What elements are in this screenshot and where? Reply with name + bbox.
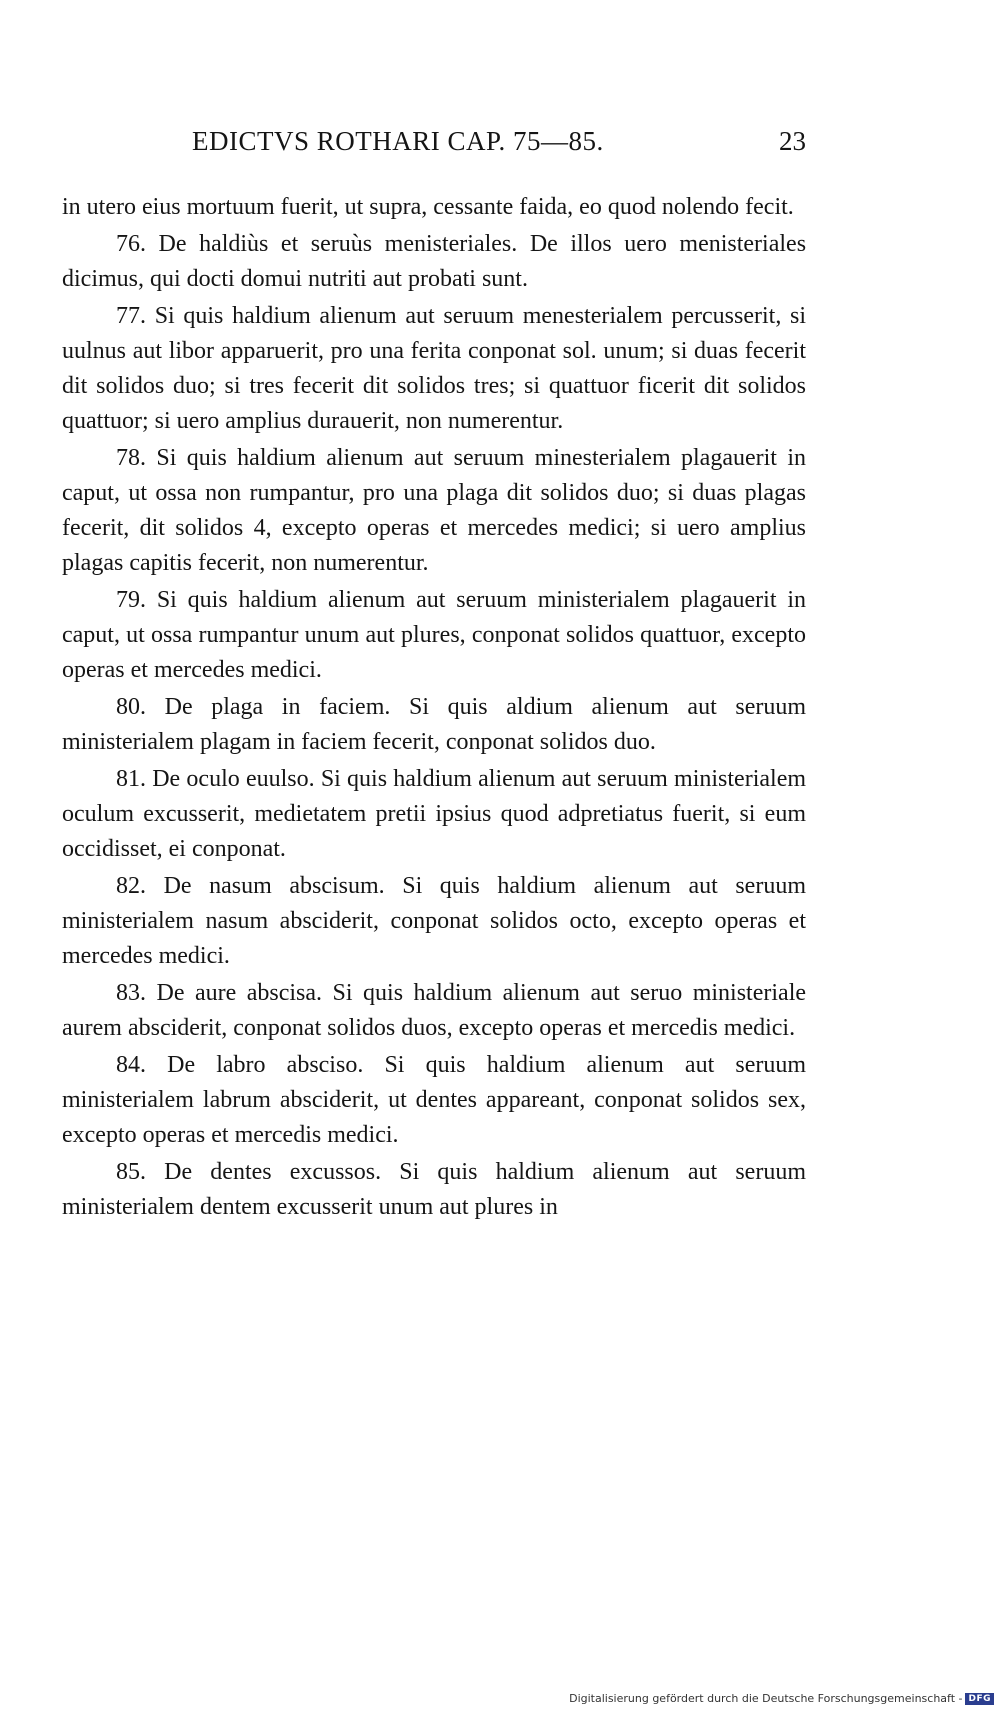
paragraph-77 xyxy=(62,299,806,439)
paragraph-number: 76. xyxy=(116,231,146,257)
paragraph-number: 80. xyxy=(116,694,146,720)
running-head xyxy=(62,126,806,166)
paragraph-text: De illos uero menisteriales dicimus, qui docti domui nutriti aut probati sunt. xyxy=(62,231,807,292)
paragraph-number: 78. xyxy=(116,445,146,471)
paragraph-title: De plaga in faciem. xyxy=(164,694,391,720)
running-title: EDICTVS ROTHARI CAP. 75—85. xyxy=(192,126,604,156)
paragraph-text: Si quis haldium alienum aut seruum minesterialem plagauerit in caput, ut ossa non rumpantur, pro una plaga dit solidos duo; si duas plagas fecerit, dit solidos 4, excepto operas et mercedes medici; si uero amplius plagas capitis fecerit, non numerentur. xyxy=(62,445,807,576)
paragraph-number: 77. xyxy=(116,303,146,329)
paragraph-title: De dentes excussos. xyxy=(164,1159,382,1185)
paragraph-text: Si quis haldium alienum aut seruum ministerialem dentem excusserit unum aut plures in xyxy=(62,1159,806,1220)
paragraph-text: Si quis haldium alienum aut seruum ministerialem plagauerit in caput, ut ossa rumpantur unum aut plures, conponat solidos quattuor, excepto operas et mercedes medici. xyxy=(62,587,806,683)
credit-text: Digitalisierung gefördert durch die Deutsche Forschungsgemeinschaft - xyxy=(569,1692,963,1705)
paragraph-number: 82. xyxy=(116,873,146,899)
paragraph-text: Si quis haldium alienum aut seruum ministerialem labrum absciderit, ut dentes appareant, conponat solidos sex, excepto operas et mercedis medici. xyxy=(62,1052,807,1148)
paragraph-82 xyxy=(62,869,806,974)
paragraph-title: De haldiùs et seruùs menisteriales. xyxy=(158,231,518,257)
paragraph-number: 81. xyxy=(116,766,146,792)
paragraph-number: 79. xyxy=(116,587,146,613)
dfg-logo-icon: DFG xyxy=(965,1693,994,1705)
paragraph-80 xyxy=(62,690,806,760)
paragraph-continuation xyxy=(62,190,806,225)
digitization-credit xyxy=(569,1692,994,1705)
paragraph-text: Si quis haldium alienum aut seruum ministerialem oculum excusserit, medietatem pretii ipsius quod adpretiatus fuerit, si eum occidisset, ei conponat. xyxy=(62,766,807,862)
paragraph-text: Si quis haldium alienum aut seruum ministerialem nasum absciderit, conponat solidos octo, excepto operas et mercedes medici. xyxy=(62,873,806,969)
page-number: 23 xyxy=(779,126,806,156)
paragraph-text: Si quis haldium alienum aut seruum menesterialem percusserit, si uulnus aut libor apparuerit, pro una ferita conponat sol. unum; si duas fecerit dit solidos duo; si tres fecerit dit solidos tres; si quattuor ficerit dit solidos quattuor; si uero amplius durauerit, non numerentur. xyxy=(62,303,807,434)
paragraph-83 xyxy=(62,976,806,1046)
paragraph-84 xyxy=(62,1048,806,1153)
paragraph-text: in utero eius mortuum fuerit, ut supra, cessante faida, eo quod nolendo fecit. xyxy=(62,194,794,220)
paragraph-title: De labro absciso. xyxy=(167,1052,364,1078)
paragraph-number: 83. xyxy=(116,980,146,1006)
body-text xyxy=(62,190,806,1227)
paragraph-number: 85. xyxy=(116,1159,146,1185)
paragraph-78 xyxy=(62,441,806,581)
paragraph-text: Si quis aldium alienum aut seruum ministerialem plagam in faciem fecerit, conponat solidos duo. xyxy=(62,694,807,755)
paragraph-title: De oculo euulso. xyxy=(152,766,315,792)
paragraph-title: De nasum abscisum. xyxy=(163,873,385,899)
paragraph-number: 84. xyxy=(116,1052,146,1078)
paragraph-text: Si quis haldium alienum aut seruo ministeriale aurem absciderit, conponat solidos duos, excepto operas et mercedis medici. xyxy=(62,980,807,1041)
paragraph-76 xyxy=(62,227,806,297)
paragraph-title: De aure abscisa. xyxy=(156,980,323,1006)
paragraph-81 xyxy=(62,762,806,867)
paragraph-85 xyxy=(62,1155,806,1225)
paragraph-79 xyxy=(62,583,806,688)
